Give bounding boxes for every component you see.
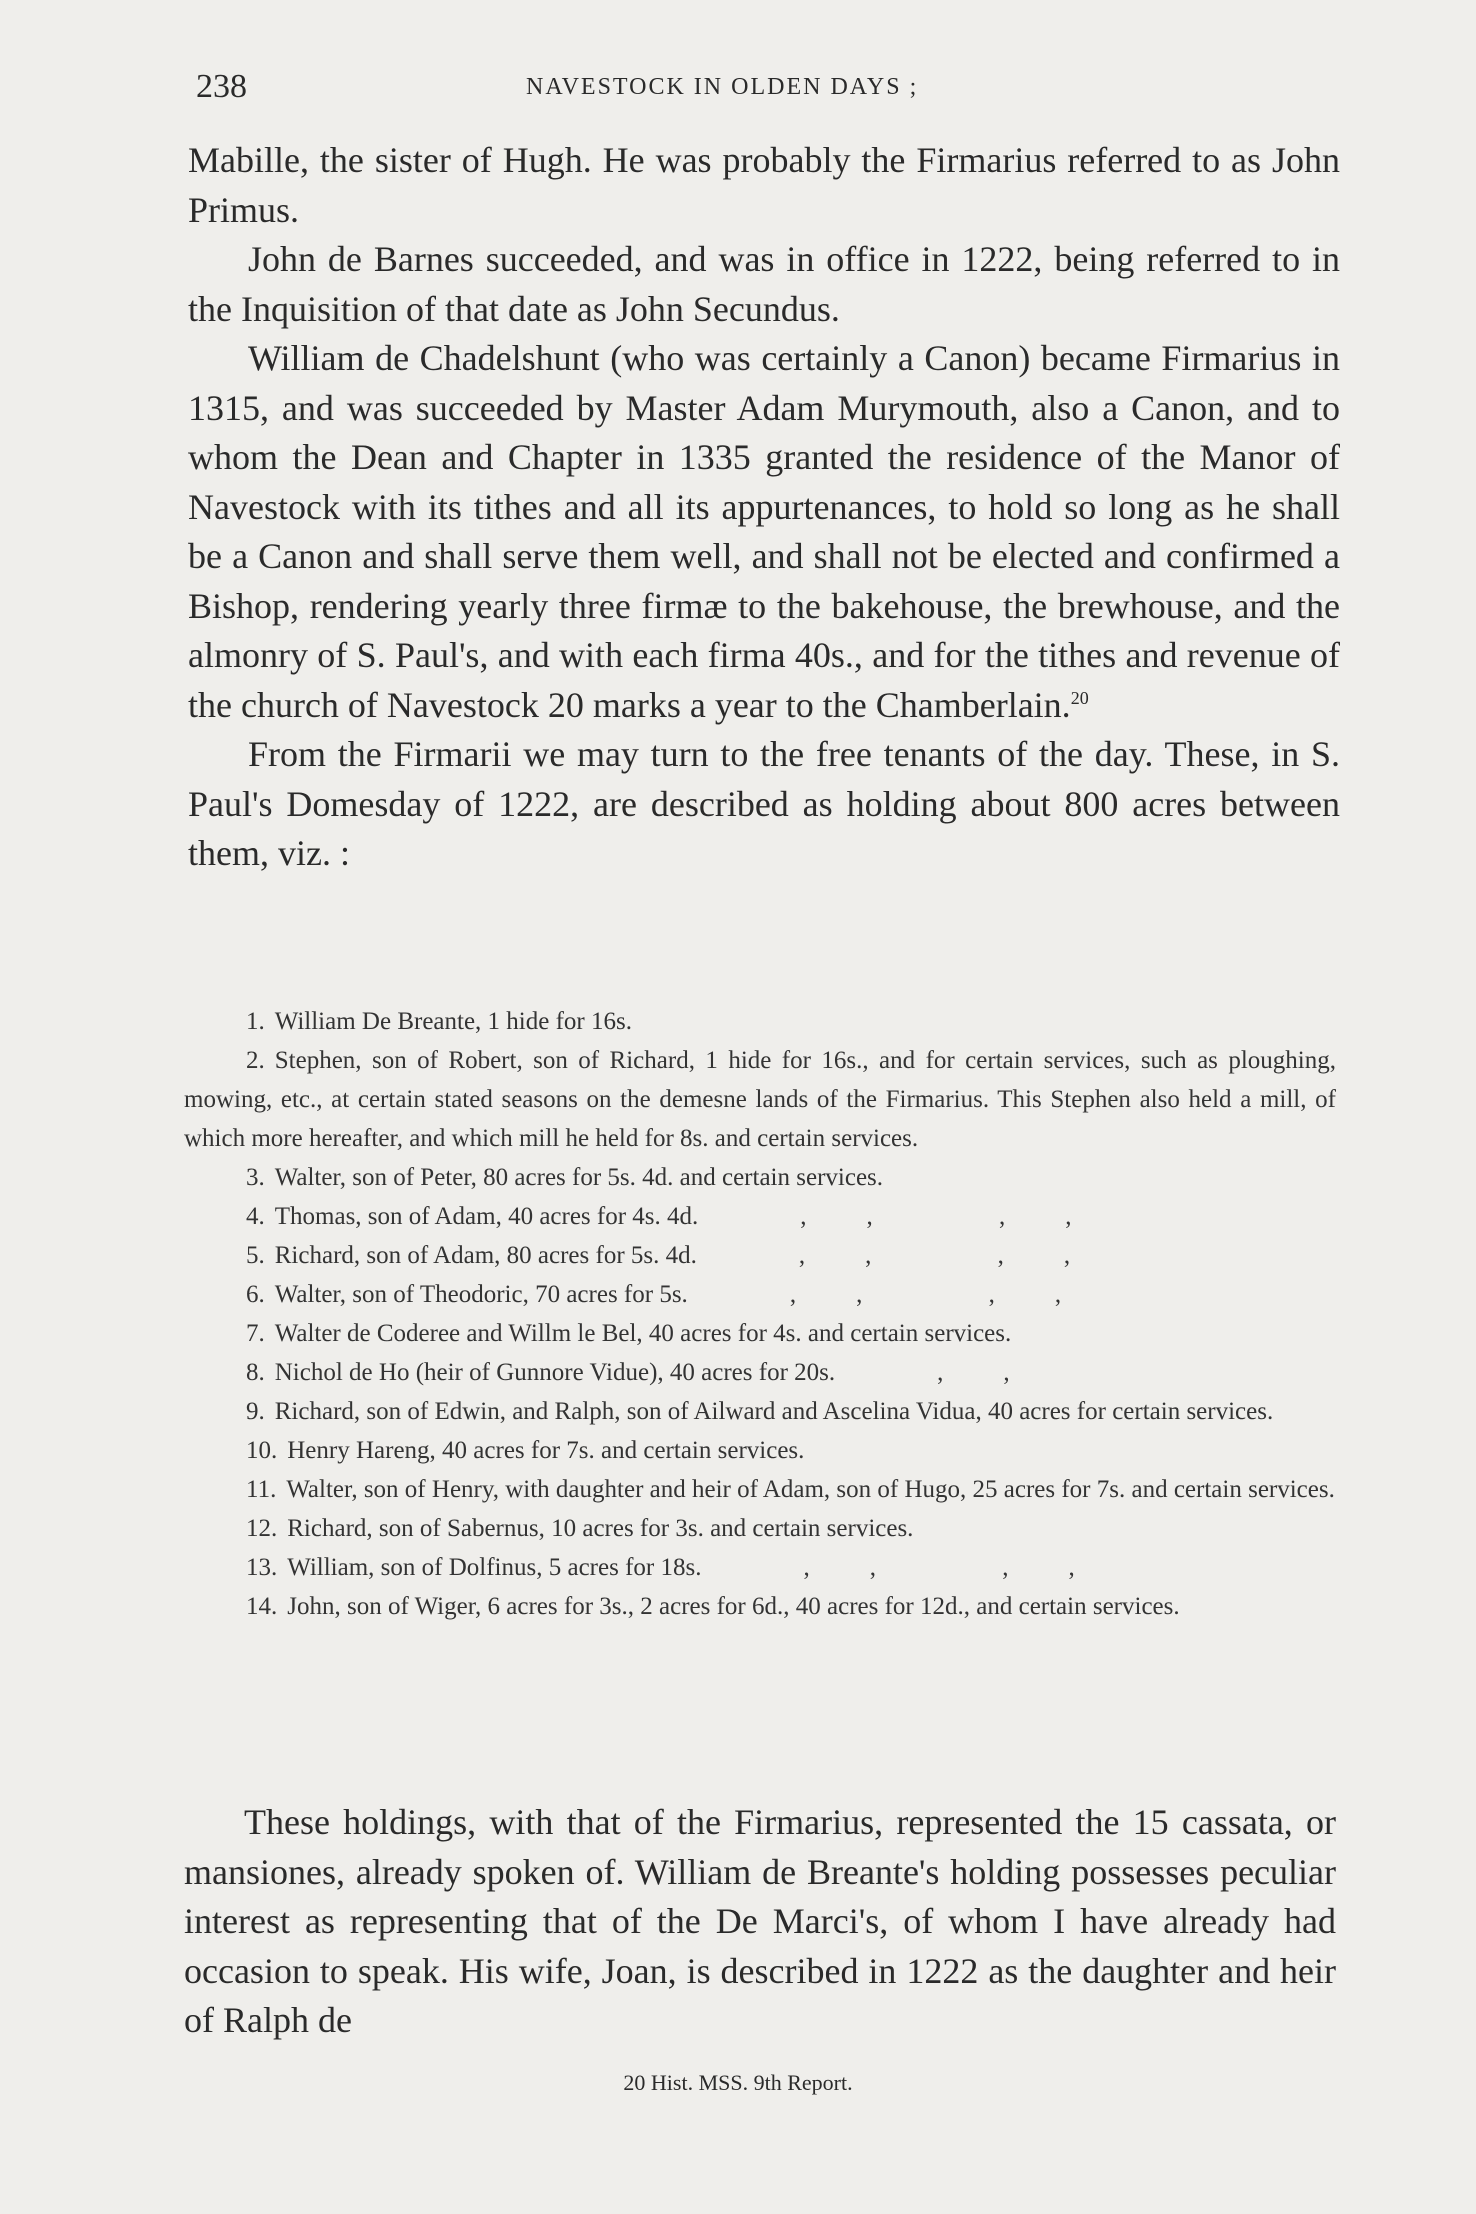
holding-number: 12. bbox=[246, 1515, 278, 1542]
holding-item bbox=[184, 1236, 1336, 1275]
holding-number: 3. bbox=[246, 1164, 265, 1191]
holding-text: John, son of Wiger, 6 acres for 3s., 2 acres for 6d., 40 acres for 12d., and certain services. bbox=[287, 1593, 1180, 1620]
paragraph: From the Firmarii we may turn to the free tenants of the day. These, in S. Paul's Domesday of 1222, are described as holding about 800 acres between them, viz. : bbox=[188, 734, 1340, 873]
holding-number: 2. bbox=[246, 1047, 265, 1074]
holding-text: Stephen, son of Robert, son of Richard, 1 hide for 16s., and for certain services, such as ploughing, mowing, etc., at certain stated seasons on the demesne lands of the Firmarius. This Stephen also held a mill, of which more hereafter, and which mill he held for 8s. and certain services. bbox=[184, 1047, 1336, 1152]
holding-number: 7. bbox=[246, 1320, 265, 1347]
holding-item bbox=[184, 1548, 1336, 1587]
holding-text: William De Breante, 1 hide for 16s. bbox=[274, 1008, 632, 1035]
running-head: NAVESTOCK IN OLDEN DAYS ; bbox=[526, 74, 919, 100]
holding-item bbox=[184, 1587, 1336, 1626]
holdings-list bbox=[184, 1002, 1336, 1626]
holding-text: Richard, son of Sabernus, 10 acres for 3s. and certain services. bbox=[287, 1515, 914, 1542]
holding-item bbox=[184, 1197, 1336, 1236]
closing-text bbox=[184, 1798, 1336, 2046]
holding-text: Henry Hareng, 40 acres for 7s. and certain services. bbox=[287, 1437, 805, 1464]
ditto-marks: ,, ,, bbox=[803, 1554, 1135, 1581]
ditto-marks: ,, bbox=[937, 1359, 1070, 1386]
holding-text: Richard, son of Adam, 80 acres for 5s. 4d. bbox=[274, 1242, 697, 1269]
ditto-marks: ,, ,, bbox=[789, 1281, 1122, 1308]
main-text bbox=[188, 136, 1340, 879]
holding-text: Nichol de Ho (heir of Gunnore Vidue), 40 acres for 20s. bbox=[274, 1359, 836, 1386]
paragraph-text: William de Chadelshunt (who was certainly a Canon) became Firmarius in 1315, and was succeeded by Master Adam Murymouth, also a Canon, and to whom the Dean and Chapter in 1335 granted the residence of the Manor of Navestock with its tithes and all its appurtenances, to hold so long as he shall be a Canon and shall serve them well, and shall not be elected and confirmed a Bishop, rendering yearly three firmæ to the bakehouse, the brewhouse, and the almonry of S. Paul's, and with each firma 40s., and for the tithes and revenue of the church of Navestock 20 marks a year to the Chamberlain. bbox=[188, 338, 1340, 725]
ditto-marks: ,, ,, bbox=[798, 1242, 1131, 1269]
holding-item bbox=[184, 1041, 1336, 1158]
page-header bbox=[196, 68, 1336, 108]
holding-text: Thomas, son of Adam, 40 acres for 4s. 4d. bbox=[274, 1203, 699, 1230]
holding-item bbox=[184, 1314, 1336, 1353]
holding-text: Richard, son of Edwin, and Ralph, son of Ailward and Ascelina Vidua, 40 acres for certain services. bbox=[274, 1398, 1274, 1425]
holding-item bbox=[184, 1431, 1336, 1470]
holding-text: Walter de Coderee and Willm le Bel, 40 acres for 4s. and certain services. bbox=[274, 1320, 1012, 1347]
holding-item bbox=[184, 1392, 1336, 1431]
paragraph bbox=[188, 334, 1340, 730]
holding-number: 10. bbox=[246, 1437, 278, 1464]
holding-item bbox=[184, 1002, 1336, 1041]
paragraph: John de Barnes succeeded, and was in office in 1222, being referred to in the Inquisition of that date as John Secundus. bbox=[188, 239, 1340, 329]
holding-number: 13. bbox=[246, 1554, 278, 1581]
page-number: 238 bbox=[196, 68, 247, 105]
holding-item bbox=[184, 1275, 1336, 1314]
holding-number: 6. bbox=[246, 1281, 265, 1308]
holding-item bbox=[184, 1353, 1336, 1392]
holding-number: 9. bbox=[246, 1398, 265, 1425]
holding-text: Walter, son of Peter, 80 acres for 5s. 4d. and certain services. bbox=[274, 1164, 884, 1191]
holding-text: Walter, son of Theodoric, 70 acres for 5s. bbox=[274, 1281, 688, 1308]
holding-text: Walter, son of Henry, with daughter and heir of Adam, son of Hugo, 25 acres for 7s. and certain services. bbox=[286, 1476, 1335, 1503]
holding-item bbox=[184, 1509, 1336, 1548]
holding-number: 5. bbox=[246, 1242, 265, 1269]
holding-item bbox=[184, 1158, 1336, 1197]
holding-number: 14. bbox=[246, 1593, 278, 1620]
paragraph: These holdings, with that of the Firmarius, represented the 15 cassata, or mansiones, already spoken of. William de Breante's holding possesses peculiar interest as representing that of the De Marci's, of whom I have already had occasion to speak. His wife, Joan, is described in 1222 as the daughter and heir of Ralph de bbox=[184, 1802, 1336, 2040]
holding-text: William, son of Dolfinus, 5 acres for 18s. bbox=[287, 1554, 702, 1581]
paragraph: Mabille, the sister of Hugh. He was probably the Firmarius referred to as John Primus. bbox=[188, 140, 1340, 230]
holding-number: 8. bbox=[246, 1359, 265, 1386]
footnote-reference: 20 bbox=[1070, 687, 1089, 708]
holding-number: 11. bbox=[246, 1476, 277, 1503]
holding-number: 1. bbox=[246, 1008, 265, 1035]
holding-item bbox=[184, 1470, 1336, 1509]
holding-number: 4. bbox=[246, 1203, 265, 1230]
ditto-marks: ,, ,, bbox=[800, 1203, 1132, 1230]
footnote: 20 Hist. MSS. 9th Report. bbox=[623, 2070, 853, 2095]
